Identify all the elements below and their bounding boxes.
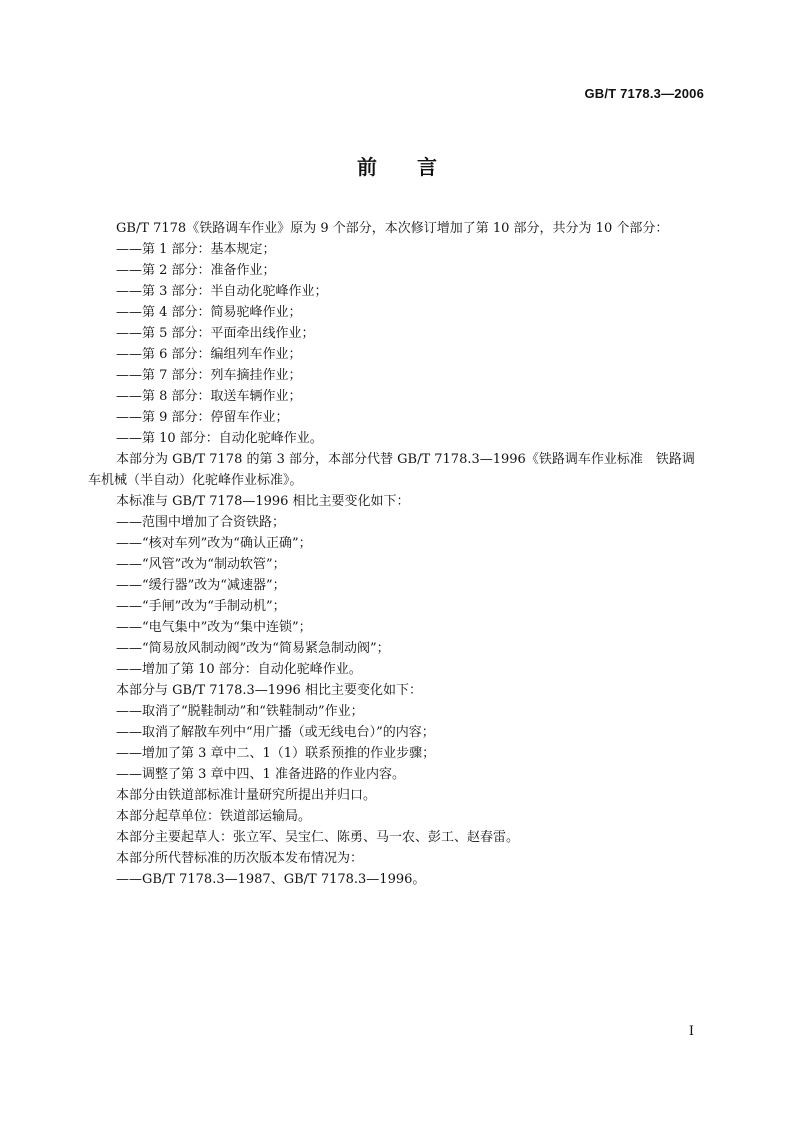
- text-line: ——范围中增加了合资铁路；: [116, 515, 286, 530]
- text-line: 本部分主要起草人：张立军、吴宝仁、陈勇、马一农、彭工、赵春雷。: [116, 830, 520, 845]
- page-title: 前言: [357, 155, 477, 179]
- text-line: 本部分为 GB/T 7178 的第 3 部分，本部分代替 GB/T 7178.3—1996《铁路调车作业标准 铁路调: [116, 452, 695, 467]
- page-number: I: [688, 1024, 694, 1039]
- text-line: ——第 10 部分：自动化驼峰作业。: [116, 431, 323, 446]
- text-line: ——调整了第 3 章中四、1 准备进路的作业内容。: [116, 767, 405, 782]
- text-line: ——“电气集中”改为“集中连锁”；: [116, 620, 312, 635]
- text-line: ——第 3 部分：半自动化驼峰作业；: [116, 284, 328, 299]
- text-line: ——第 4 部分：简易驼峰作业；: [116, 305, 302, 320]
- text-line: ——第 8 部分：取送车辆作业；: [116, 389, 302, 404]
- text-line: ——第 5 部分：平面牵出线作业；: [116, 326, 315, 341]
- text-line: ——“风管”改为“制动软管”；: [116, 557, 286, 572]
- text-line: ——GB/T 7178.3—1987、GB/T 7178.3—1996。: [116, 872, 426, 887]
- text-line: ——“简易放风制动阀”改为“简易紧急制动阀”；: [116, 641, 390, 656]
- foreword-body: [88, 218, 708, 890]
- text-line: 本标准与 GB/T 7178—1996 相比主要变化如下：: [116, 494, 410, 509]
- text-line: ——取消了“脱鞋制动”和“铁鞋制动”作业；: [116, 704, 364, 719]
- text-line: 本部分由铁道部标准计量研究所提出并归口。: [116, 788, 377, 803]
- text-line: ——第 7 部分：列车摘挂作业；: [116, 368, 302, 383]
- text-line: ——第 9 部分：停留车作业；: [116, 410, 289, 425]
- text-line: ——“缓行器”改为“减速器”；: [116, 578, 286, 593]
- text-line: 本部分与 GB/T 7178.3—1996 相比主要变化如下：: [116, 683, 422, 698]
- document-code: GB/T 7178.3—2006: [584, 86, 704, 101]
- text-line: ——第 1 部分：基本规定；: [116, 242, 276, 257]
- text-line: ——增加了第 3 章中二、1（1）联系预推的作业步骤；: [116, 746, 436, 761]
- text-line: ——第 2 部分：准备作业；: [116, 263, 276, 278]
- text-line: ——“核对车列”改为“确认正确”；: [116, 536, 312, 551]
- text-line: ——增加了第 10 部分：自动化驼峰作业。: [116, 662, 362, 677]
- text-line: ——第 6 部分：编组列车作业；: [116, 347, 302, 362]
- text-line: ——“手闸”改为“手制动机”；: [116, 599, 286, 614]
- text-line: ——取消了解散车列中“用广播（或无线电台）”的内容；: [116, 725, 435, 740]
- text-line: GB/T 7178《铁路调车作业》原为 9 个部分，本次修订增加了第 10 部分，共分为 10 个部分：: [116, 221, 669, 236]
- text-line: 本部分所代替标准的历次版本发布情况为：: [116, 851, 364, 866]
- text-line: 车机械（半自动）化驼峰作业标准》。: [88, 473, 303, 488]
- text-line: 本部分起草单位：铁道部运输局。: [116, 809, 312, 824]
